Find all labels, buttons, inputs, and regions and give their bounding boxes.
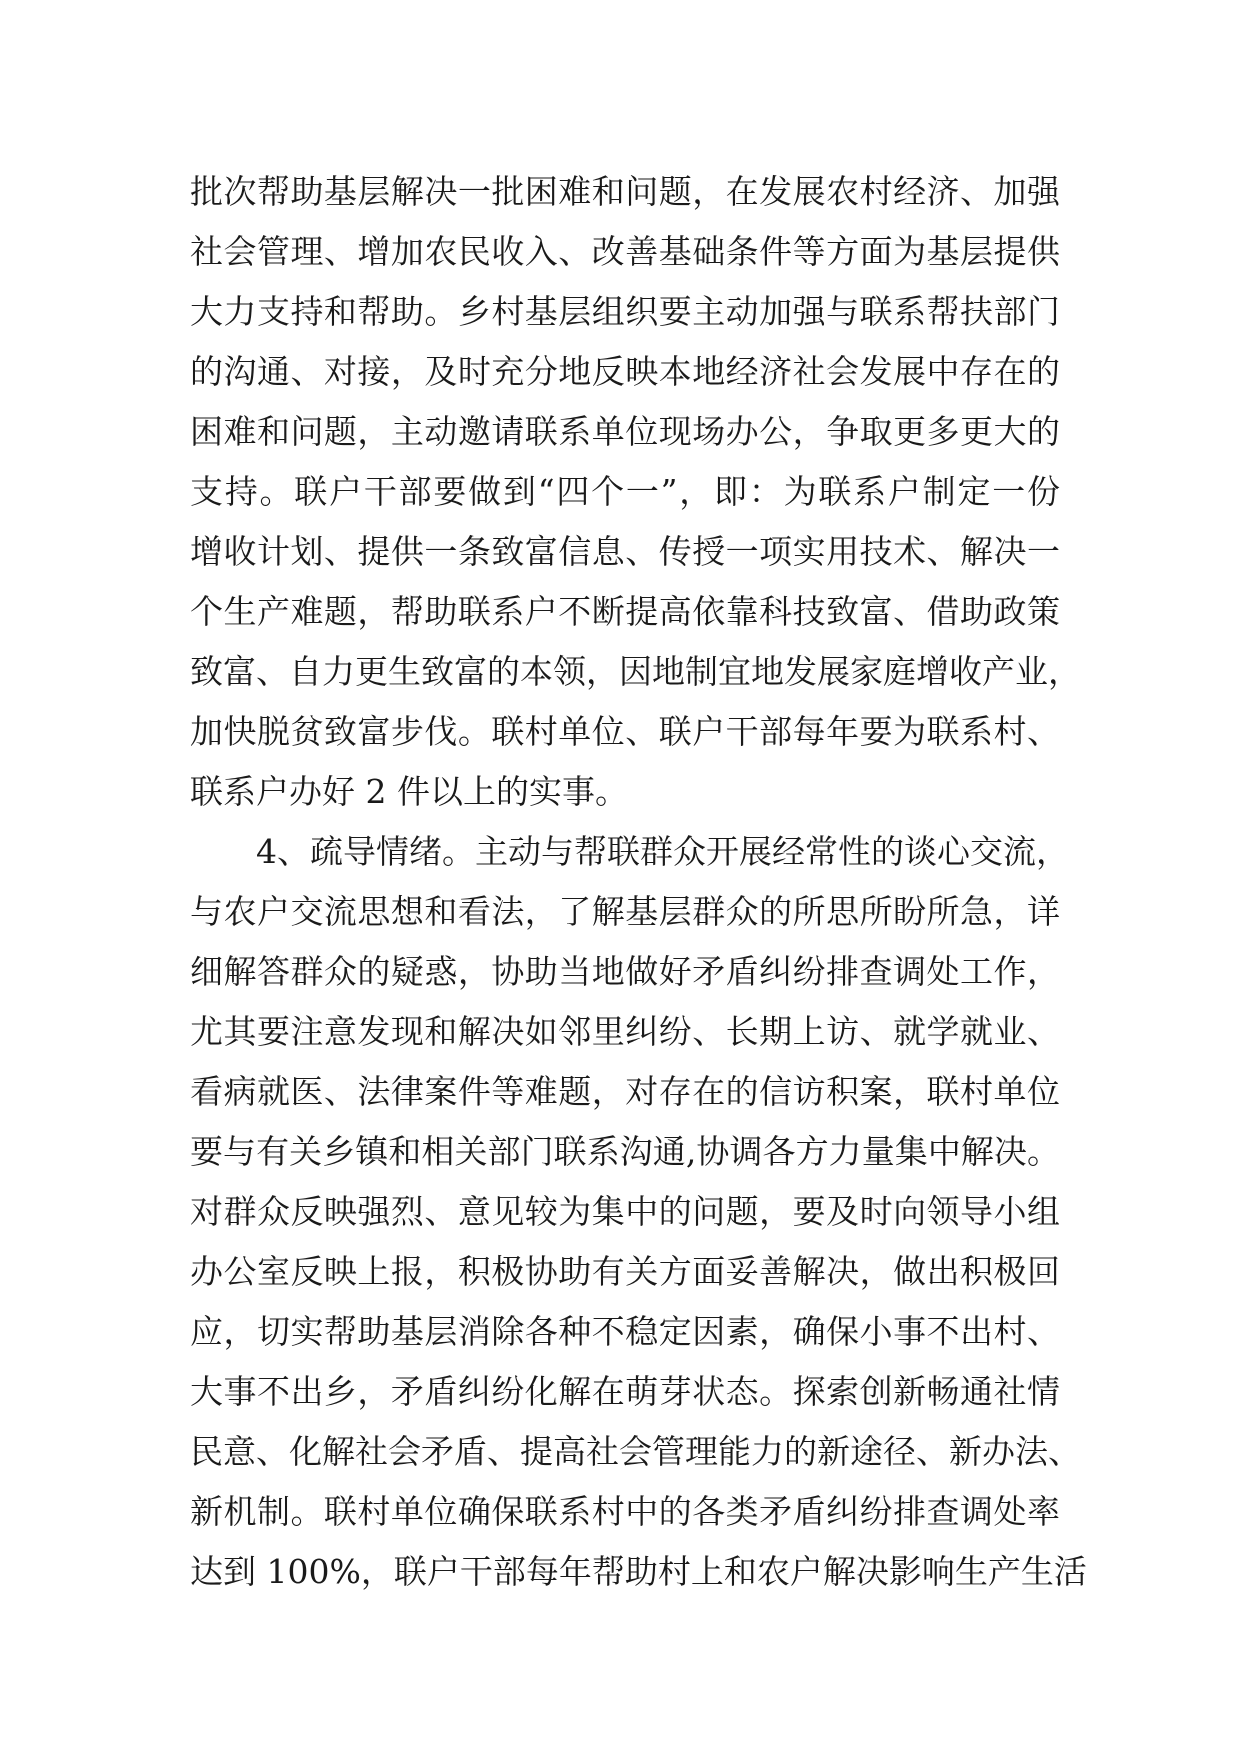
text-line: 增收计划、提供一条致富信息、传授一项实用技术、解决一 — [190, 532, 1060, 571]
body-text — [190, 162, 1087, 1602]
text-line: 加快脱贫致富步伐。联村单位、联户干部每年要为联系村、 — [190, 712, 1060, 751]
text-line: 个生产难题，帮助联系户不断提高依靠科技致富、借助政策 — [190, 592, 1060, 631]
text-line: 4、疏导情绪。主动与帮联群众开展经常性的谈心交流， — [256, 832, 1069, 871]
text-line: 支持。联户干部要做到“四个一”，即：为联系户制定一份 — [190, 472, 1060, 511]
text-line: 困难和问题，主动邀请联系单位现场办公，争取更多更大的 — [190, 412, 1060, 451]
text-line: 看病就医、法律案件等难题，对存在的信访积案，联村单位 — [190, 1072, 1060, 1111]
text-line: 批次帮助基层解决一批困难和问题，在发展农村经济、加强 — [190, 172, 1060, 211]
text-line: 达到 100%，联户干部每年帮助村上和农户解决影响生产生活 — [190, 1552, 1087, 1591]
text-line: 联系户办好 2 件以上的实事。 — [190, 772, 628, 811]
text-line: 民意、化解社会矛盾、提高社会管理能力的新途径、新办法、 — [190, 1432, 1081, 1471]
text-line: 办公室反映上报，积极协助有关方面妥善解决，做出积极回 — [190, 1252, 1060, 1291]
text-line: 大力支持和帮助。乡村基层组织要主动加强与联系帮扶部门 — [190, 292, 1060, 331]
text-line: 细解答群众的疑惑，协助当地做好矛盾纠纷排查调处工作， — [190, 952, 1060, 991]
text-line: 应，切实帮助基层消除各种不稳定因素，确保小事不出村、 — [190, 1312, 1060, 1351]
text-line: 致富、自力更生致富的本领，因地制宜地发展家庭增收产业， — [190, 652, 1081, 691]
text-line: 对群众反映强烈、意见较为集中的问题，要及时向领导小组 — [190, 1192, 1060, 1231]
text-line: 新机制。联村单位确保联系村中的各类矛盾纠纷排查调处率 — [190, 1492, 1060, 1531]
text-line: 社会管理、增加农民收入、改善基础条件等方面为基层提供 — [190, 232, 1060, 271]
text-line: 尤其要注意发现和解决如邻里纠纷、长期上访、就学就业、 — [190, 1012, 1060, 1051]
text-line: 大事不出乡，矛盾纠纷化解在萌芽状态。探索创新畅通社情 — [190, 1372, 1060, 1411]
text-line: 与农户交流思想和看法，了解基层群众的所思所盼所急，详 — [190, 892, 1060, 931]
text-line: 的沟通、对接，及时充分地反映本地经济社会发展中存在的 — [190, 352, 1060, 391]
text-line: 要与有关乡镇和相关部门联系沟通,协调各方力量集中解决。 — [190, 1132, 1060, 1171]
